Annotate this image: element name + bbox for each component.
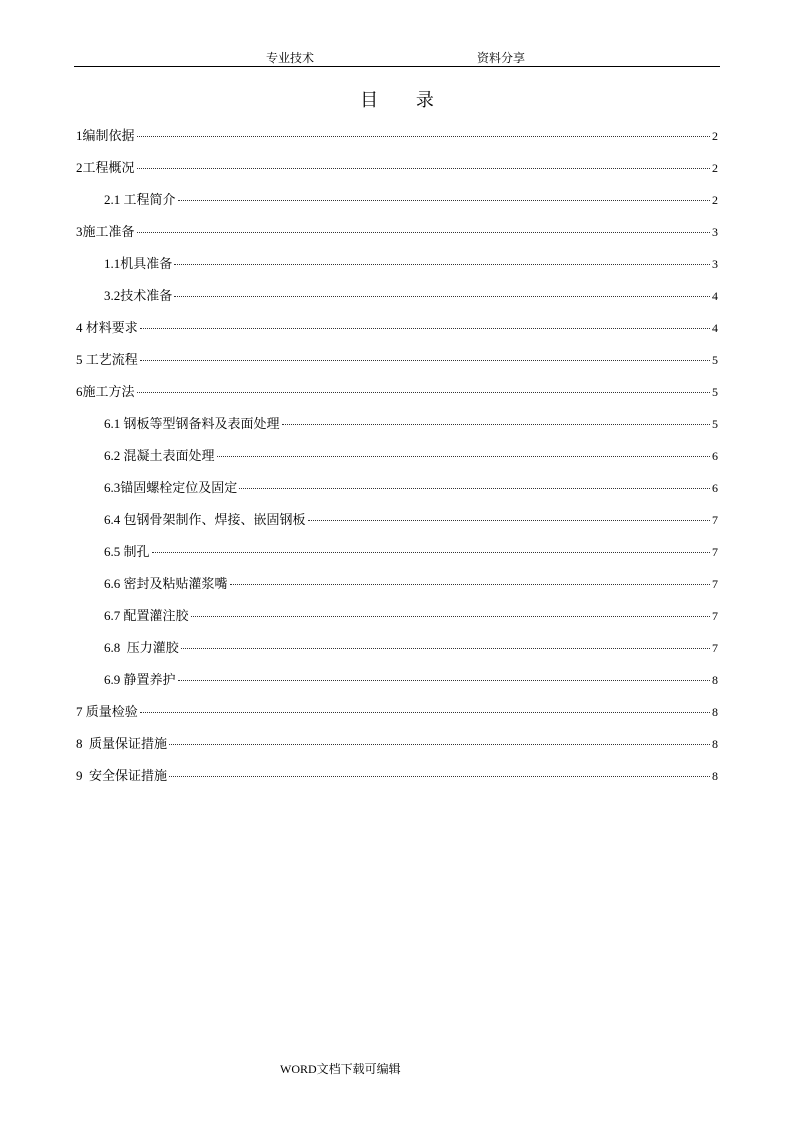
toc-entry[interactable] (76, 703, 718, 735)
toc-entry-number: 6.5 (104, 544, 124, 559)
toc-entry-number: 6.3 (104, 480, 121, 495)
toc-dot-leader (169, 744, 710, 745)
toc-entry-title (76, 767, 167, 786)
toc-entry[interactable] (76, 735, 718, 767)
toc-entry-title (104, 607, 189, 626)
toc-entry-number: 9 (76, 768, 89, 783)
toc-entry-number: 1.1 (104, 256, 121, 271)
toc-entry-title (104, 511, 306, 530)
toc-entry-title (76, 351, 138, 370)
toc-entry-label: 包钢骨架制作、焊接、嵌固钢板 (123, 513, 306, 528)
toc-entry-number: 2.1 (104, 192, 124, 207)
toc-entry-title (76, 383, 135, 402)
toc-entry-label: 混凝土表面处理 (123, 449, 215, 464)
toc-dot-leader (140, 712, 710, 713)
toc-entry-number: 6 (76, 384, 83, 399)
toc-page-number: 8 (712, 769, 718, 783)
toc-entry-title (76, 127, 135, 146)
toc-entry[interactable] (76, 383, 718, 415)
toc-entry-title (76, 735, 167, 754)
toc-page-number: 7 (712, 545, 718, 559)
toc-entry[interactable] (76, 447, 718, 479)
page-title (0, 86, 794, 112)
toc-dot-leader (181, 648, 710, 649)
toc-page-number: 6 (712, 449, 718, 463)
toc-dot-leader (140, 360, 710, 361)
toc-entry[interactable] (76, 319, 718, 351)
toc-entry-title (104, 191, 176, 210)
toc-entry-number: 3 (76, 224, 83, 239)
toc-entry-number: 6.4 (104, 512, 124, 527)
toc-entry[interactable] (76, 543, 718, 575)
toc-page-number: 5 (712, 385, 718, 399)
toc-dot-leader (137, 232, 710, 233)
toc-entry-title (104, 447, 215, 466)
toc-page-number: 3 (712, 257, 718, 271)
toc-dot-leader (174, 296, 710, 297)
toc-page-number: 7 (712, 609, 718, 623)
toc-page-number: 8 (712, 705, 718, 719)
toc-entry[interactable] (76, 767, 718, 799)
toc-page-number: 7 (712, 577, 718, 591)
toc-entry-number: 3.2 (104, 288, 121, 303)
toc-page-number: 6 (712, 481, 718, 495)
toc-entry[interactable] (76, 639, 718, 671)
toc-entry-title (104, 287, 172, 306)
toc-entry-number: 1 (76, 128, 83, 143)
toc-entry[interactable] (76, 191, 718, 223)
toc-entry-label: 配置灌注胶 (123, 609, 189, 624)
toc-entry-title (104, 255, 172, 274)
toc-entry-label: 安全保证措施 (89, 769, 168, 784)
toc-entry-number: 6.6 (104, 576, 124, 591)
toc-page-number: 2 (712, 129, 718, 143)
toc-entry-number: 5 (76, 352, 86, 367)
toc-entry-title (76, 223, 135, 242)
toc-entry-title (104, 639, 179, 658)
toc-entry-label: 材料要求 (85, 321, 138, 336)
toc-dot-leader (217, 456, 710, 457)
toc-page-number: 4 (712, 289, 718, 303)
toc-entry-title (104, 575, 228, 594)
toc-entry-label: 工程简介 (123, 193, 176, 208)
toc-page-number: 3 (712, 225, 718, 239)
toc-page-number: 2 (712, 161, 718, 175)
toc-dot-leader (137, 168, 710, 169)
toc-entry[interactable] (76, 607, 718, 639)
toc-entry[interactable] (76, 127, 718, 159)
page-header (74, 46, 720, 67)
title-char-1: 目 (360, 90, 379, 111)
toc-page-number: 5 (712, 417, 718, 431)
toc-entry-label: 密封及粘贴灌浆嘴 (123, 577, 228, 592)
toc-entry-title (104, 415, 280, 434)
table-of-contents (76, 127, 718, 799)
toc-dot-leader (137, 392, 710, 393)
toc-dot-leader (152, 552, 710, 553)
header-left-text: 专业技术 (266, 51, 315, 65)
toc-page-number: 7 (712, 513, 718, 527)
toc-entry[interactable] (76, 479, 718, 511)
toc-entry-number: 6.1 (104, 416, 124, 431)
toc-entry-title (76, 703, 138, 722)
toc-entry[interactable] (76, 223, 718, 255)
toc-dot-leader (140, 328, 710, 329)
toc-page-number: 8 (712, 737, 718, 751)
toc-entry-label: 制孔 (123, 545, 150, 560)
toc-entry[interactable] (76, 511, 718, 543)
toc-entry[interactable] (76, 415, 718, 447)
toc-entry-label: 施工方法 (82, 385, 135, 400)
toc-entry-number: 6.7 (104, 608, 124, 623)
toc-entry[interactable] (76, 351, 718, 383)
toc-entry[interactable] (76, 575, 718, 607)
toc-entry-label: 工艺流程 (85, 353, 138, 368)
toc-page-number: 7 (712, 641, 718, 655)
toc-entry[interactable] (76, 287, 718, 319)
toc-dot-leader (178, 680, 710, 681)
toc-entry-number: 6.2 (104, 448, 124, 463)
toc-entry[interactable] (76, 255, 718, 287)
toc-entry-label: 编制依据 (82, 129, 135, 144)
toc-dot-leader (282, 424, 710, 425)
toc-entry-label: 静置养护 (123, 673, 176, 688)
toc-entry-label: 质量保证措施 (89, 737, 168, 752)
header-right-text: 资料分享 (477, 51, 526, 65)
toc-dot-leader (230, 584, 710, 585)
toc-page-number: 5 (712, 353, 718, 367)
toc-dot-leader (178, 200, 710, 201)
toc-dot-leader (174, 264, 710, 265)
toc-dot-leader (239, 488, 710, 489)
toc-dot-leader (137, 136, 710, 137)
toc-entry-number: 2 (76, 160, 83, 175)
toc-dot-leader (191, 616, 710, 617)
toc-page-number: 2 (712, 193, 718, 207)
toc-entry-title (104, 543, 150, 562)
toc-entry-label: 技术准备 (120, 289, 173, 304)
toc-entry-label: 压力灌胶 (126, 641, 179, 656)
toc-entry[interactable] (76, 159, 718, 191)
toc-entry-number: 6.9 (104, 672, 124, 687)
toc-page-number: 8 (712, 673, 718, 687)
toc-entry-label: 质量检验 (85, 705, 138, 720)
toc-entry-label: 机具准备 (120, 257, 173, 272)
title-char-2: 录 (415, 90, 434, 111)
toc-entry-number: 6.8 (104, 640, 127, 655)
toc-entry-number: 7 (76, 704, 86, 719)
toc-entry[interactable] (76, 671, 718, 703)
toc-page-number: 4 (712, 321, 718, 335)
toc-entry-label: 工程概况 (82, 161, 135, 176)
toc-entry-number: 8 (76, 736, 89, 751)
page-footer: WORD文档下载可编辑 (280, 1062, 401, 1076)
toc-entry-number: 4 (76, 320, 86, 335)
toc-entry-title (104, 479, 237, 498)
toc-entry-title (104, 671, 176, 690)
toc-entry-title (76, 159, 135, 178)
toc-entry-label: 锚固螺栓定位及固定 (120, 481, 238, 496)
toc-entry-title (76, 319, 138, 338)
toc-entry-label: 钢板等型钢备料及表面处理 (123, 417, 280, 432)
toc-entry-label: 施工准备 (82, 225, 135, 240)
toc-dot-leader (169, 776, 710, 777)
toc-dot-leader (308, 520, 710, 521)
